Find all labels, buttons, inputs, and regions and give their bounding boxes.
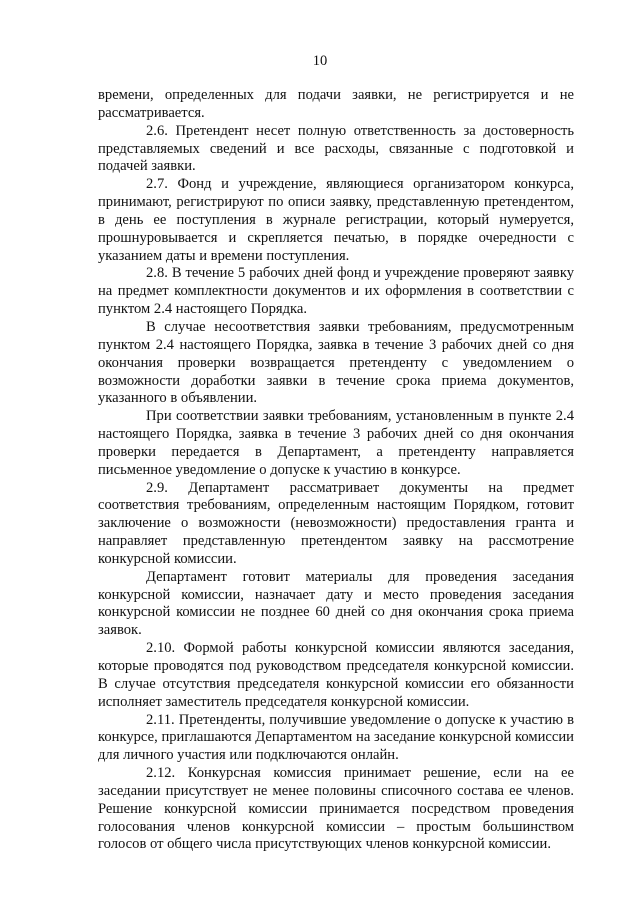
paragraph-2-10: 2.10. Формой работы конкурсной комиссии являются заседания, которые проводятся под руководством председателя конкурсной комиссии. В случае отсутствия председателя конкурсной комиссии его обязанности исполняет заместитель председателя конкурсной комиссии. (98, 640, 574, 710)
paragraph-2-9-materials: Департамент готовит материалы для проведения заседания конкурсной комиссии, назначает дату и место проведения заседания конкурсной комиссии не позднее 60 дней со дня окончания срока приема заявок. (98, 568, 574, 639)
paragraph-continuation: времени, определенных для подачи заявки, не регистрируется и не рассматривается. (98, 87, 574, 121)
paragraph-2-7: 2.7. Фонд и учреждение, являющиеся организатором конкурса, принимают, регистрируют по описи заявку, представленную претендентом, в день ее поступления в журнале регистрации, который нумеруется, прошнуровывается и скрепляется печатью, в порядке очередности с указанием даты и времени поступления. (98, 176, 574, 264)
document-body (98, 87, 574, 854)
paragraph-2-8-compliance: При соответствии заявки требованиям, установленным в пункте 2.4 настоящего Порядка, заявка в течение 3 рабочих дней со дня окончания проверки передается в Департамент, а претенденту направляется письменное уведомление о допуске к участию в конкурсе. (98, 408, 574, 478)
paragraph-2-8-mismatch: В случае несоответствия заявки требованиям, предусмотренным пунктом 2.4 настоящего Порядка, заявка в течение 3 рабочих дней со дня окончания проверки возвращается претенденту с уведомлением о возможности доработки заявки в течение срока приема документов, указанного в объявлении. (98, 318, 574, 407)
paragraph-2-8: 2.8. В течение 5 рабочих дней фонд и учреждение проверяют заявку на предмет комплектности документов и их оформления в соответствии с пунктом 2.4 настоящего Порядка. (98, 265, 574, 318)
page-number: 10 (312, 53, 328, 69)
paragraph-2-11: 2.11. Претенденты, получившие уведомление о допуске к участию в конкурсе, приглашаются Департаментом на заседание конкурсной комиссии для личного участия или подключаются онлайн. (98, 711, 574, 764)
paragraph-2-9: 2.9. Департамент рассматривает документы на предмет соответствия требованиям, определенным настоящим Порядком, готовит заключение о возможности (невозможности) предоставления гранта и направляет представленную претендентом заявку на рассмотрение конкурсной комиссии. (98, 479, 574, 567)
paragraph-2-12: 2.12. Конкурсная комиссия принимает решение, если на ее заседании присутствует не менее половины списочного состава ее членов. Решение конкурсной комиссии принимается посредством проведения голосования членов конкурсной комиссии – простым большинством голосов от общего числа присутствующих членов конкурсной комиссии. (98, 765, 574, 853)
paragraph-2-6: 2.6. Претендент несет полную ответственность за достоверность представляемых сведений и все расходы, связанные с подготовкой и подачей заявки. (98, 122, 574, 175)
